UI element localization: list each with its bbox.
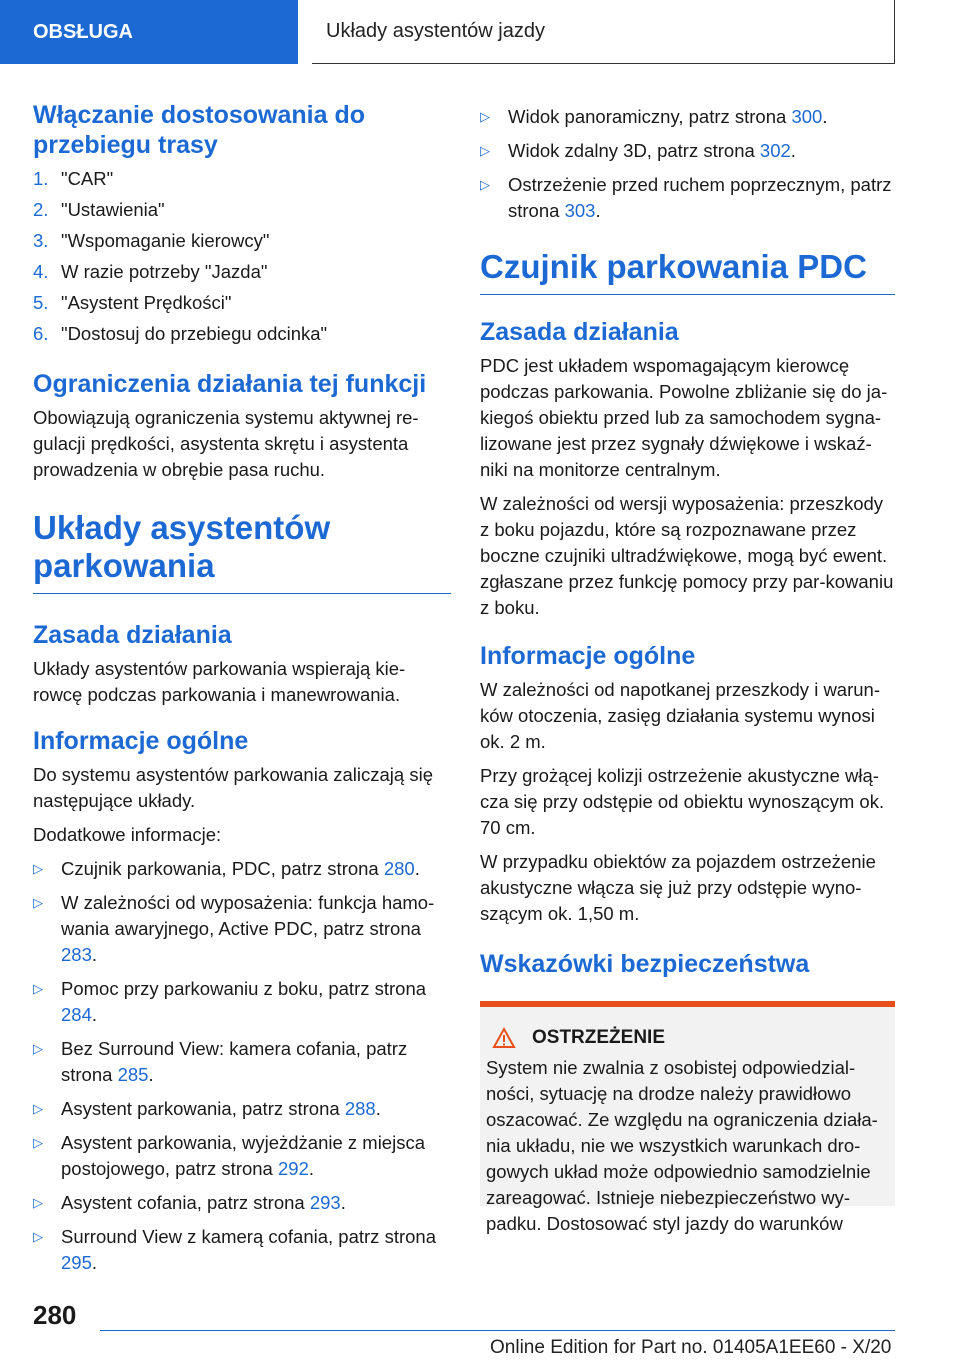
- bullet-text: Surround View z kamerą cofania, patrz strona: [61, 1226, 436, 1247]
- footer-divider: [100, 1330, 895, 1331]
- bullet-text: Pomoc przy parkowaniu z boku, patrz strona: [61, 978, 427, 999]
- warning-header: [486, 1027, 889, 1049]
- step-text: "CAR": [61, 168, 114, 189]
- bullet-end: .: [91, 1004, 98, 1025]
- heading-enable-route-adaptation: Włączanie dostosowania do przebiegu trasy: [33, 101, 365, 159]
- bullet-text: Ostrzeżenie przed ruchem poprzecznym, patrz strona: [508, 174, 892, 221]
- triangle-bullet-icon: ▷: [33, 1135, 43, 1150]
- left-column: [33, 100, 451, 1284]
- paragraph-general: Do systemu asystentów parkowania zaliczają się następujące układy.: [33, 764, 433, 811]
- page-link[interactable]: 303: [564, 200, 596, 221]
- warning-text: System nie zwalnia z osobistej odpowiedzial-ności, sytuację na drodze należy prawidłowo oszacować. Ze względu na ograniczenia działa-nia układu, nie we wszystkich warunkach dro-gowych układ może odpowiednio samodzielnie zareagować. Istnieje niebezpieczeństwo wy-padku. Dostosować styl jazdy do warunków: [486, 1057, 878, 1234]
- list-item: [33, 166, 451, 192]
- bullet-text: Asystent cofania, patrz strona: [61, 1192, 310, 1213]
- page-link[interactable]: 283: [61, 944, 92, 965]
- list-item: [33, 321, 451, 347]
- paragraph-additional: Dodatkowe informacje:: [33, 824, 222, 845]
- heading-parking-assistants: Układy asystentów parkowania: [33, 509, 451, 594]
- bullet-end: .: [340, 1192, 346, 1213]
- bullet-end: .: [375, 1098, 381, 1119]
- list-item: [33, 259, 451, 285]
- steps-list: [33, 166, 451, 347]
- list-item: [33, 290, 451, 316]
- bullet-end: .: [148, 1064, 154, 1085]
- step-number: 2.: [33, 199, 49, 220]
- bullet-text: Czujnik parkowania, PDC, patrz strona: [61, 858, 384, 879]
- paragraph-pdc-5: W przypadku obiektów za pojazdem ostrzeżenie akustyczne włącza się już przy odstępie wyno-szącym ok. 1,50 m.: [480, 851, 876, 924]
- step-text: "Dostosuj do przebiegu odcinka": [61, 323, 328, 344]
- warning-title: OSTRZEŻENIE: [532, 1027, 666, 1048]
- page-link[interactable]: 300: [791, 106, 823, 127]
- bullet-text: Asystent parkowania, wyjeżdżanie z miejsca postojowego, patrz strona: [61, 1132, 425, 1179]
- bullet-end: .: [822, 106, 828, 127]
- step-number: 4.: [33, 261, 49, 282]
- bullet-end: .: [790, 140, 796, 161]
- list-item: [33, 1036, 451, 1088]
- list-item: [33, 228, 451, 254]
- paragraph-pdc-4: Przy grożącej kolizji ostrzeżenie akustyczne włą-cza się przy odstępie od obiektu wynoszącym ok. 70 cm.: [480, 765, 885, 838]
- bullet-end: .: [91, 1252, 98, 1273]
- triangle-bullet-icon: ▷: [33, 1195, 43, 1210]
- bullet-text: Widok panoramiczny, patrz strona: [508, 106, 792, 127]
- step-text: W razie potrzeby "Jazda": [61, 261, 268, 282]
- chapter-title: Układy asystentów jazdy: [312, 0, 895, 64]
- list-item: [480, 138, 895, 164]
- page-link[interactable]: 288: [344, 1098, 376, 1119]
- step-text: "Ustawienia": [61, 199, 165, 220]
- list-item: [480, 172, 895, 224]
- right-column: [480, 100, 895, 1234]
- bullet-end: .: [91, 944, 98, 965]
- heading-principle: Zasada działania: [33, 621, 232, 649]
- triangle-bullet-icon: ▷: [33, 1041, 43, 1056]
- list-item: [33, 890, 451, 968]
- list-item: [480, 104, 895, 130]
- page-link[interactable]: 295: [61, 1252, 92, 1273]
- triangle-bullet-icon: ▷: [480, 177, 490, 192]
- bullet-text: Widok zdalny 3D, patrz strona: [508, 140, 760, 161]
- heading-safety: Wskazówki bezpieczeństwa: [480, 950, 810, 978]
- page-link[interactable]: 292: [278, 1158, 309, 1179]
- step-text: "Wspomaganie kierowcy": [61, 230, 270, 251]
- triangle-bullet-icon: ▷: [480, 143, 490, 158]
- step-number: 1.: [33, 168, 49, 189]
- warning-triangle-icon: [492, 1027, 516, 1049]
- list-item: [33, 1130, 451, 1182]
- more-views-list: [480, 104, 895, 224]
- step-number: 6.: [33, 323, 49, 344]
- bullet-text: Bez Surround View: kamera cofania, patrz strona: [61, 1038, 408, 1085]
- warning-box: [480, 1001, 895, 1234]
- step-number: 3.: [33, 230, 49, 251]
- bullet-end: .: [308, 1158, 315, 1179]
- list-item: [33, 976, 451, 1028]
- paragraph-principle: Układy asystentów parkowania wspierają kie-rowcę podczas parkowania i manewrowania.: [33, 658, 406, 705]
- page-link[interactable]: 285: [117, 1064, 149, 1085]
- bullet-text: Asystent parkowania, patrz strona: [61, 1098, 345, 1119]
- triangle-bullet-icon: ▷: [33, 981, 43, 996]
- list-item: [33, 1190, 451, 1216]
- additional-info-list: [33, 856, 451, 1276]
- section-tab: OBSŁUGA: [0, 0, 298, 64]
- paragraph-pdc-2: W zależności od wersji wyposażenia: przeszkody z boku pojazdu, które są rozpoznawane przez boczne czujniki ultradźwiękowe, mogą być ewent. zgłaszane przez funkcję pomocy przy par-kowaniu z boku.: [480, 493, 894, 618]
- page-link[interactable]: 280: [383, 858, 415, 879]
- page-link[interactable]: 293: [309, 1192, 341, 1213]
- paragraph-pdc-1: PDC jest układem wspomagającym kierowcę podczas parkowania. Powolne zbliżanie się do ja-kiegoś obiektu przed lub za samochodem sygna-lizowane jest przez sygnały dźwiękowe i wskaź-niki na monitorze centralnym.: [480, 355, 888, 480]
- list-item: [33, 197, 451, 223]
- bullet-end: .: [595, 200, 601, 221]
- list-item: [33, 1096, 451, 1122]
- heading-general-info: Informacje ogólne: [480, 642, 696, 670]
- heading-general-info: Informacje ogólne: [33, 727, 249, 755]
- page-link[interactable]: 284: [61, 1004, 92, 1025]
- step-number: 5.: [33, 292, 49, 313]
- bullet-end: .: [414, 858, 420, 879]
- edition-label: Online Edition for Part no. 01405A1EE60 - X/20: [490, 1337, 892, 1358]
- page-link[interactable]: 302: [759, 140, 791, 161]
- triangle-bullet-icon: ▷: [33, 861, 43, 876]
- paragraph-pdc-3: W zależności od napotkanej przeszkody i warun-ków otoczenia, zasięg działania systemu wynosi ok. 2 m.: [480, 679, 880, 752]
- triangle-bullet-icon: ▷: [33, 1101, 43, 1116]
- page-number: 280: [33, 1300, 77, 1330]
- heading-principle: Zasada działania: [480, 318, 679, 346]
- step-text: "Asystent Prędkości": [61, 292, 232, 313]
- paragraph-limits: Obowiązują ograniczenia systemu aktywnej re-gulacji prędkości, asystenta skrętu i asystenta prowadzenia w obrębie pasa ruchu.: [33, 407, 419, 480]
- bullet-text: W zależności od wyposażenia: funkcja hamo-wania awaryjnego, Active PDC, patrz strona: [61, 892, 435, 939]
- triangle-bullet-icon: ▷: [33, 1229, 43, 1244]
- heading-function-limits: Ograniczenia działania tej funkcji: [33, 370, 427, 398]
- triangle-bullet-icon: ▷: [480, 109, 490, 124]
- heading-pdc: Czujnik parkowania PDC: [480, 248, 895, 295]
- triangle-bullet-icon: ▷: [33, 895, 43, 910]
- list-item: [33, 856, 451, 882]
- list-item: [33, 1224, 451, 1276]
